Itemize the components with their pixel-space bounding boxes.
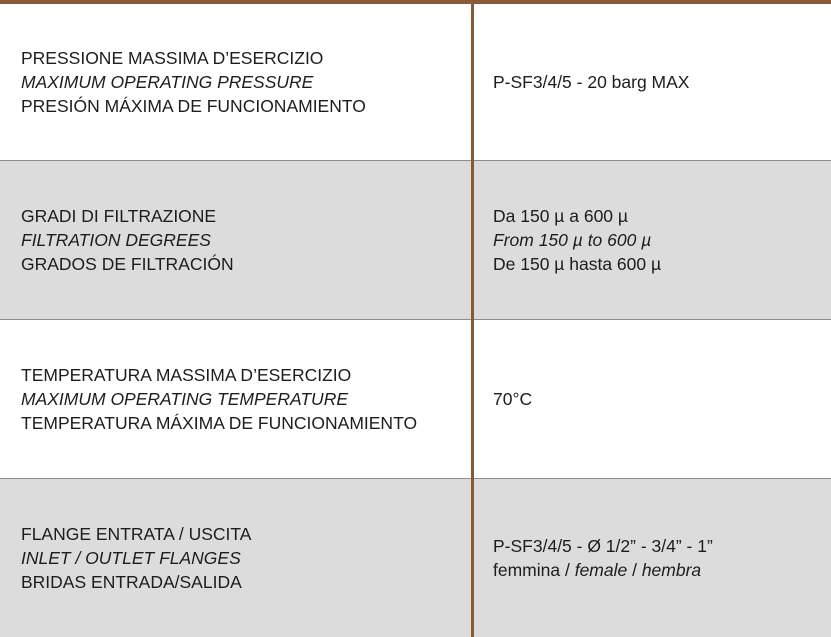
spec-row-filtration-degrees — [0, 161, 831, 320]
column-divider — [471, 0, 474, 637]
value-english: female — [574, 560, 628, 580]
value-separator: / — [560, 560, 575, 580]
spec-row-max-pressure — [0, 4, 831, 161]
label-spanish: PRESIÓN MÁXIMA DE FUNCIONAMIENTO — [21, 96, 366, 116]
value-text: P-SF3/4/5 - Ø 1/2” - 3/4” - 1” — [493, 536, 713, 556]
value-separator: / — [627, 560, 642, 580]
spec-value — [493, 161, 823, 319]
spec-row-max-temperature — [0, 320, 831, 479]
label-english: MAXIMUM OPERATING TEMPERATURE — [21, 389, 349, 409]
spec-label — [21, 161, 466, 319]
spec-value — [493, 4, 823, 160]
spec-row-flanges — [0, 479, 831, 637]
value-english: From 150 µ to 600 µ — [493, 230, 652, 250]
label-italian: PRESSIONE MASSIMA D’ESERCIZIO — [21, 48, 324, 68]
label-spanish: GRADOS DE FILTRACIÓN — [21, 254, 234, 274]
label-english: INLET / OUTLET FLANGES — [21, 548, 241, 568]
value-italian: Da 150 µ a 600 µ — [493, 206, 628, 226]
spec-label — [21, 479, 466, 637]
label-italian: FLANGE ENTRATA / USCITA — [21, 524, 252, 544]
value-spanish: De 150 µ hasta 600 µ — [493, 254, 662, 274]
spec-label — [21, 320, 466, 478]
value-text: P-SF3/4/5 - 20 barg MAX — [493, 72, 690, 92]
label-english: MAXIMUM OPERATING PRESSURE — [21, 72, 314, 92]
value-text: 70°C — [493, 389, 533, 409]
spec-label — [21, 4, 466, 160]
label-spanish: TEMPERATURA MÁXIMA DE FUNCIONAMIENTO — [21, 413, 418, 433]
label-spanish: BRIDAS ENTRADA/SALIDA — [21, 572, 242, 592]
label-italian: TEMPERATURA MASSIMA D’ESERCIZIO — [21, 365, 352, 385]
value-spanish: hembra — [641, 560, 702, 580]
spec-value — [493, 479, 823, 637]
label-english: FILTRATION DEGREES — [21, 230, 211, 250]
value-gender-line — [493, 558, 823, 582]
spec-value — [493, 320, 823, 478]
label-italian: GRADI DI FILTRAZIONE — [21, 206, 217, 226]
value-italian: femmina — [493, 560, 561, 580]
